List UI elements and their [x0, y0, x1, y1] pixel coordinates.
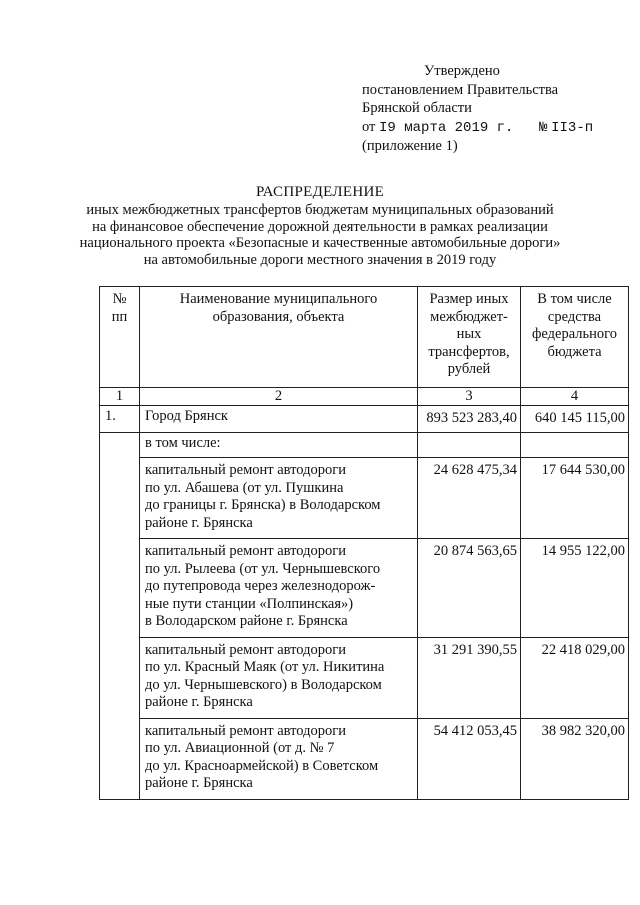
empty-cell	[100, 458, 140, 539]
subtitle-line: иных межбюджетных трансфертов бюджетам муниципальных образований	[86, 202, 554, 218]
object-name-line: до границы г. Брянска) в Володарском	[145, 497, 381, 513]
approval-date: I9 марта 2019 г.	[379, 119, 514, 136]
amount-cell: 24 628 475,34	[418, 458, 521, 539]
header-text: пп	[111, 308, 128, 325]
object-name-line: районе г. Брянска	[145, 775, 253, 791]
empty-cell	[418, 433, 521, 458]
header-text: №	[112, 291, 127, 307]
approval-block	[362, 62, 632, 156]
column-number: 1	[100, 388, 140, 406]
object-name-line: в Володарском районе г. Брянска	[145, 613, 348, 629]
column-number: 2	[140, 388, 418, 406]
object-name	[140, 539, 418, 638]
table-row	[100, 637, 629, 718]
object-name	[140, 458, 418, 539]
document-title: РАСПРЕДЕЛЕНИЕ	[255, 184, 385, 200]
object-name	[140, 637, 418, 718]
empty-cell	[100, 539, 140, 638]
object-name-line: капитальный ремонт автодороги	[145, 543, 346, 559]
header-text: образования, объекта	[212, 308, 345, 325]
amount-cell: 20 874 563,65	[418, 539, 521, 638]
subtitle-line: на автомобильные дороги местного значения в 2019 году	[143, 251, 497, 268]
table-row	[100, 539, 629, 638]
object-name-line: по ул. Красный Маяк (от ул. Никитина	[145, 659, 385, 675]
object-name-line: капитальный ремонт автодороги	[145, 462, 346, 478]
object-name-line: до ул. Красноармейской) в Советском	[145, 757, 379, 774]
subheader-cell: в том числе:	[140, 433, 418, 458]
subtitle-line: на финансовое обеспечение дорожной деятельности в рамках реализации	[92, 218, 548, 235]
header-text: бюджета	[547, 343, 602, 360]
header-number	[100, 287, 140, 388]
header-text: средства	[547, 308, 602, 325]
number-prefix: №	[539, 119, 548, 136]
distribution-table	[99, 286, 629, 800]
federal-cell: 14 955 122,00	[521, 539, 629, 638]
approval-region: Брянской области	[362, 100, 472, 116]
subtitle-line: национального проекта «Безопасные и качественные автомобильные дороги»	[79, 235, 561, 251]
header-text: Наименование муниципального	[179, 291, 378, 307]
object-name-line: капитальный ремонт автодороги	[145, 641, 346, 658]
federal-cell: 22 418 029,00	[521, 637, 629, 718]
table-row	[100, 433, 629, 458]
header-text: рублей	[447, 361, 491, 377]
object-name-line: до путепровода через железнодорож-	[145, 578, 376, 594]
approval-appendix: (приложение 1)	[362, 138, 458, 154]
column-number-row	[100, 388, 629, 406]
federal-cell: 38 982 320,00	[521, 718, 629, 799]
approval-date-line	[362, 118, 632, 138]
header-text: Размер иных	[429, 291, 509, 307]
municipality-name: Город Брянск	[140, 406, 418, 433]
header-amount	[418, 287, 521, 388]
header-text: ных	[456, 326, 482, 342]
empty-cell	[100, 433, 140, 458]
empty-cell	[521, 433, 629, 458]
object-name-line: по ул. Рылеева (от ул. Чернышевского	[145, 560, 381, 577]
table-header-row	[100, 287, 629, 388]
object-name-line: районе г. Брянска	[145, 694, 253, 710]
approval-resolution: постановлением Правительства	[362, 81, 559, 98]
approval-label: Утверждено	[424, 63, 500, 79]
empty-cell	[100, 718, 140, 799]
object-name-line: по ул. Авиационной (от д. № 7	[145, 740, 335, 756]
header-text: федерального	[532, 326, 617, 342]
amount-cell: 31 291 390,55	[418, 637, 521, 718]
object-name-line: районе г. Брянска	[145, 514, 253, 531]
header-federal	[521, 287, 629, 388]
amount-cell: 893 523 283,40	[418, 406, 521, 433]
column-number: 3	[418, 388, 521, 406]
table-row	[100, 718, 629, 799]
table-row	[100, 406, 629, 433]
header-text: трансфертов,	[428, 343, 510, 360]
object-name-line: ные пути станции «Полпинская»)	[145, 595, 354, 612]
object-name	[140, 718, 418, 799]
header-text: В том числе	[537, 291, 612, 307]
document-subtitle	[60, 202, 580, 268]
federal-cell: 17 644 530,00	[521, 458, 629, 539]
header-text: межбюджет-	[430, 308, 508, 325]
table-row	[100, 458, 629, 539]
empty-cell	[100, 637, 140, 718]
approval-number: II3-п	[551, 119, 594, 136]
amount-cell: 54 412 053,45	[418, 718, 521, 799]
federal-cell: 640 145 115,00	[521, 406, 629, 433]
column-number: 4	[521, 388, 629, 406]
header-name	[140, 287, 418, 388]
row-number: 1.	[100, 406, 140, 433]
object-name-line: капитальный ремонт автодороги	[145, 722, 346, 739]
date-prefix: от	[362, 118, 376, 135]
object-name-line: по ул. Абашева (от ул. Пушкина	[145, 479, 344, 496]
object-name-line: до ул. Чернышевского) в Володарском	[145, 676, 382, 693]
